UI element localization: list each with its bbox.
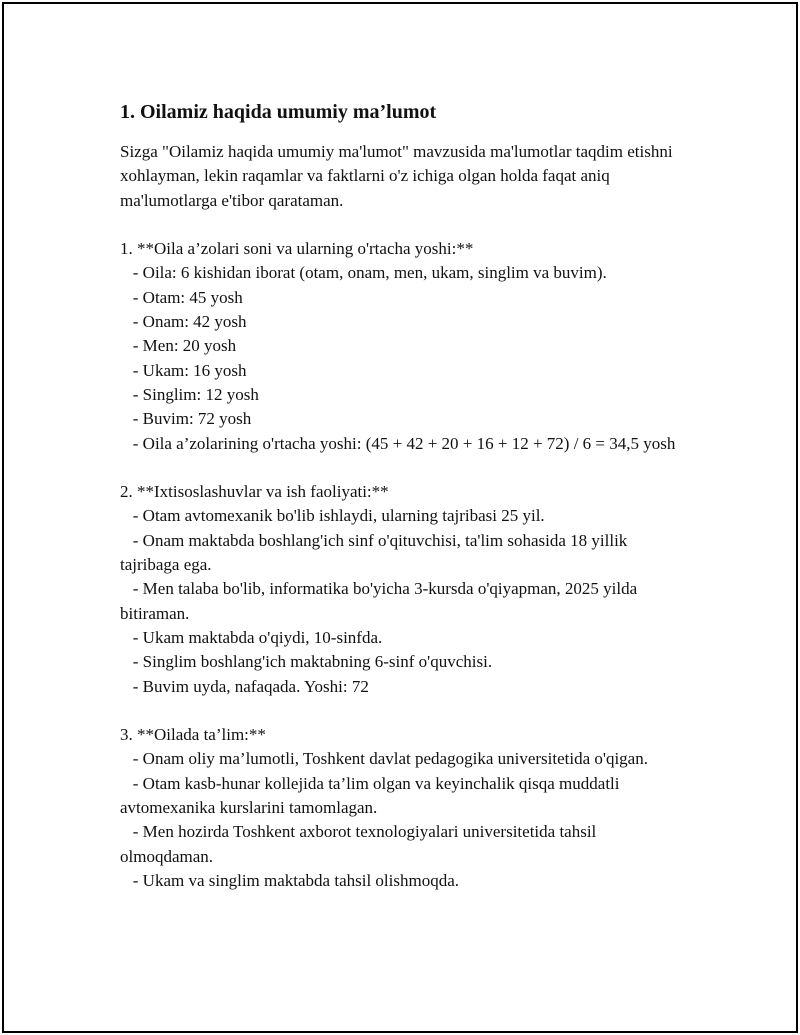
list-item: - Ukam va singlim maktabda tahsil olishmoqda.: [120, 870, 460, 890]
list-item: - Buvim uyda, nafaqada. Yoshi: 72: [120, 676, 369, 696]
list-item: - Onam maktabda boshlang'ich sinf o'qituvchisi, ta'lim sohasida 18 yillik tajribaga ega.: [120, 530, 632, 575]
document-body: [120, 100, 680, 893]
section-heading: 2. **Ixtisoslashuvlar va ish faoliyati:**: [120, 482, 389, 502]
list-item: - Men: 20 yosh: [120, 336, 237, 356]
list-item: - Ukam maktabda o'qiydi, 10-sinfda.: [120, 627, 383, 647]
intro-paragraph: Sizga "Oilamiz haqida umumiy ma'lumot" mavzusida ma'lumotlar taqdim etishni xohlayman, lekin raqamlar va faktlarni o'z ichiga olgan holda faqat aniq ma'lumotlarga e'tibor qarataman.: [120, 142, 673, 210]
list-item: - Otam avtomexanik bo'lib ishlaydi, ularning tajribasi 25 yil.: [120, 506, 545, 526]
list-item: - Onam: 42 yosh: [120, 312, 247, 332]
list-item: - Onam oliy ma’lumotli, Toshkent davlat pedagogika universitetida o'qigan.: [120, 749, 648, 769]
list-item: - Buvim: 72 yosh: [120, 409, 252, 429]
section-3: [120, 723, 680, 893]
section-2: [120, 480, 680, 699]
list-item: - Oila: 6 kishidan iborat (otam, onam, men, ukam, singlim va buvim).: [120, 263, 607, 283]
list-item: - Otam kasb-hunar kollejida ta’lim olgan va keyinchalik qisqa muddatli avtomexanika kurslarini tamomlagan.: [120, 773, 624, 818]
sections-container: [120, 237, 680, 893]
section-heading: 3. **Oilada ta’lim:**: [120, 725, 266, 745]
list-item: - Singlim: 12 yosh: [120, 384, 259, 404]
document-page: [2, 2, 798, 1033]
list-item: - Ukam: 16 yosh: [120, 360, 247, 380]
list-item: - Singlim boshlang'ich maktabning 6-sinf o'quvchisi.: [120, 652, 493, 672]
section-heading: 1. **Oila a’zolari soni va ularning o'rtacha yoshi:**: [120, 239, 474, 259]
document-title: 1. Oilamiz haqida umumiy ma’lumot: [120, 101, 437, 123]
list-item: - Men talaba bo'lib, informatika bo'yicha 3-kursda o'qiyapman, 2025 yilda bitiraman.: [120, 579, 642, 623]
list-item: - Oila a’zolarining o'rtacha yoshi: (45 + 42 + 20 + 16 + 12 + 72) / 6 = 34,5 yosh: [120, 433, 676, 453]
section-1: [120, 237, 680, 456]
list-item: - Men hozirda Toshkent axborot texnologiyalari universitetida tahsil olmoqdaman.: [120, 822, 601, 866]
list-item: - Otam: 45 yosh: [120, 287, 243, 307]
